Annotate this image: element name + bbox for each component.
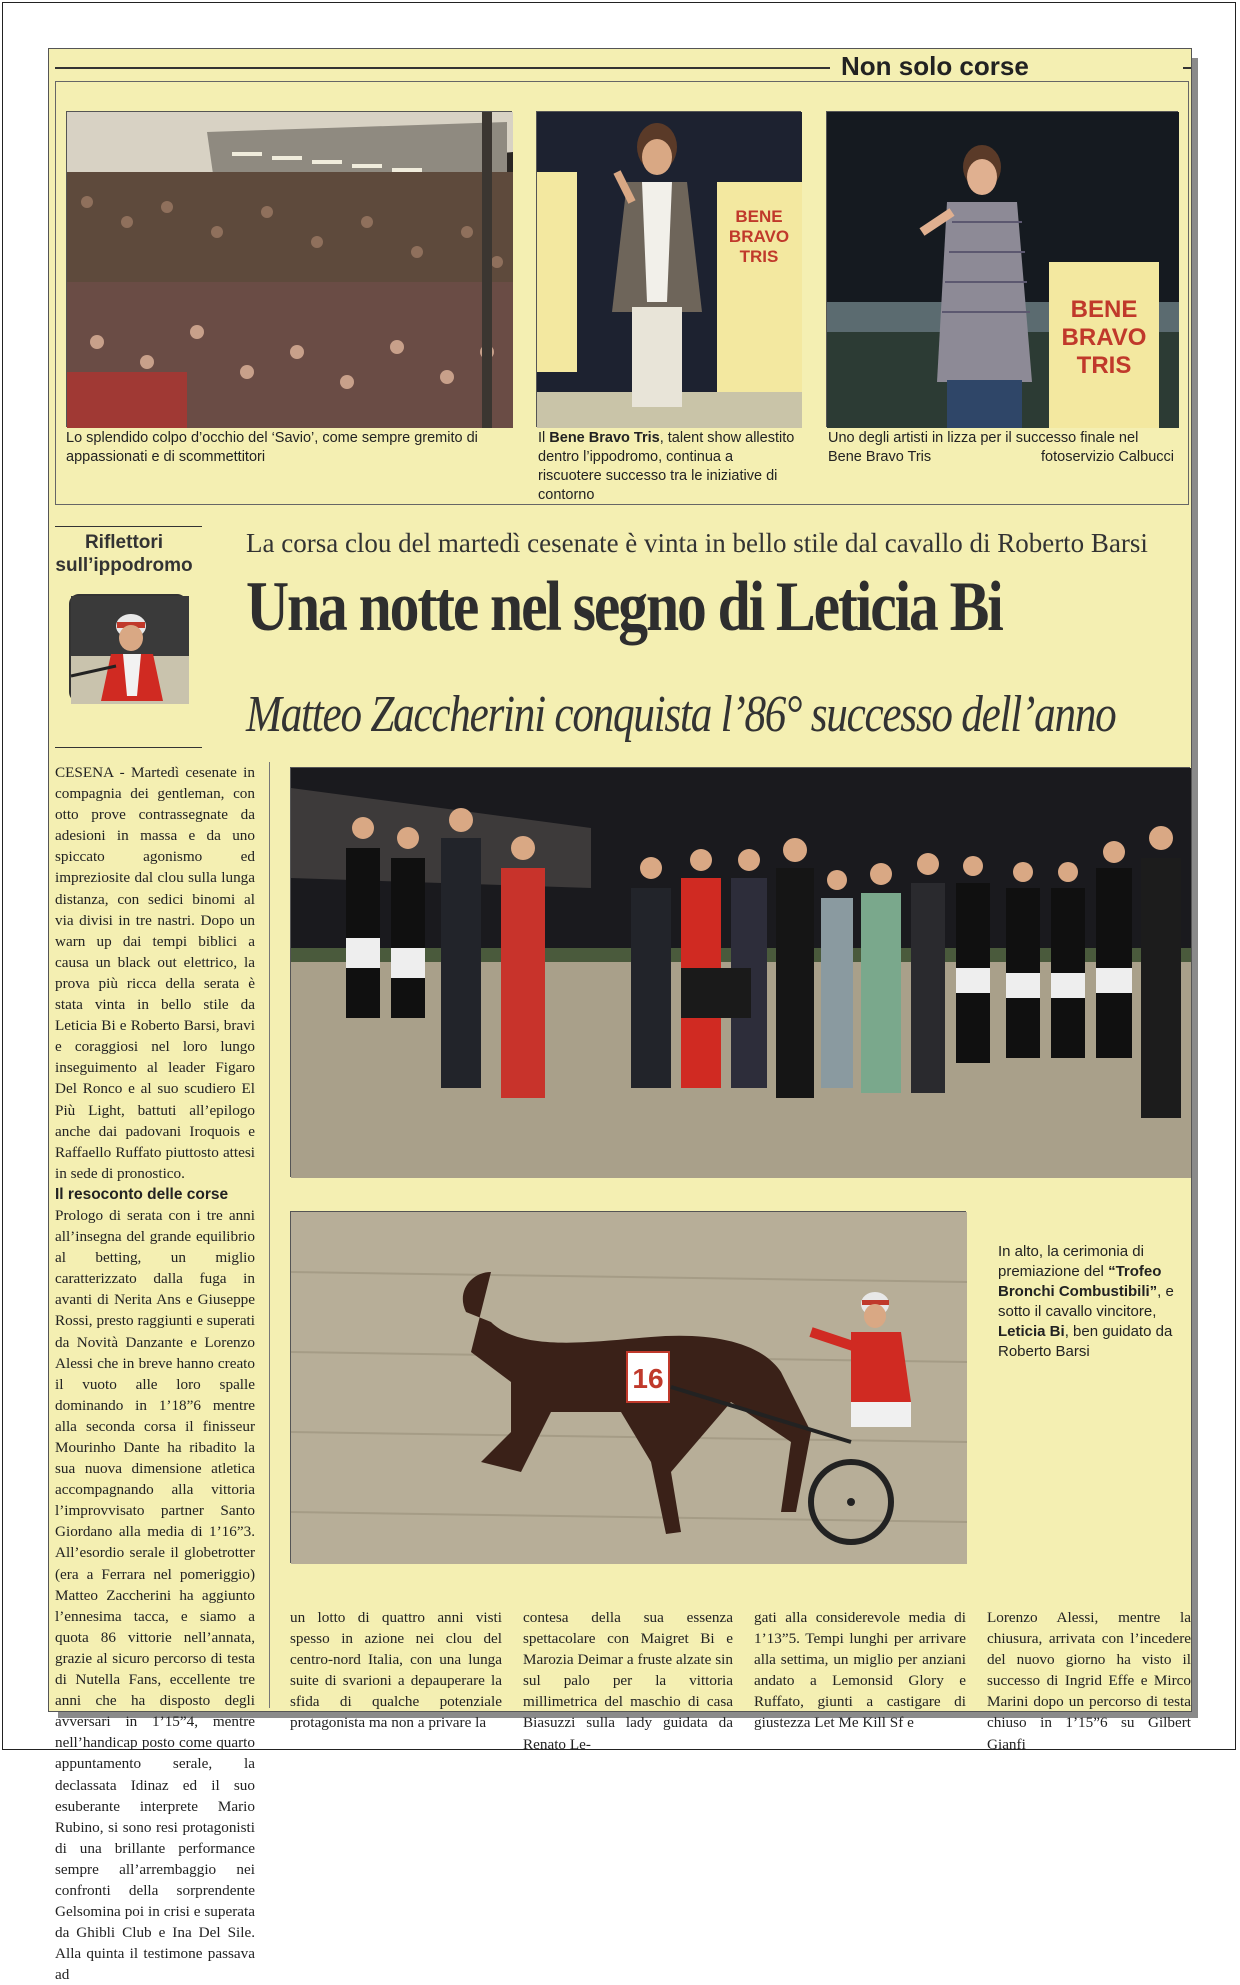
article-column-1 [55, 762, 255, 1984]
singer-stage-photo [536, 111, 801, 427]
svg-text:TRIS: TRIS [1076, 352, 1132, 379]
trofeo-bold: “Trofeo Bronchi Combustibili” [998, 1263, 1162, 1300]
svg-text:BRAVO: BRAVO [728, 227, 790, 246]
young-singer-caption: Uno degli artisti in lizza per il successo finale nel Bene Bravo Tris [828, 430, 1139, 465]
grandstand-caption: Lo splendido colpo d’occhio del ‘Savio’, come sempre gremito di appassionati e di scommettitori [66, 430, 478, 465]
kicker: La corsa clou del martedì cesenate è vinta in bello stile dal cavallo di Roberto Barsi [246, 528, 1148, 558]
newspaper-page [48, 48, 1192, 1984]
bene-bravo-tris-bold: Bene Bravo Tris [549, 430, 660, 446]
singer-illustration [537, 112, 802, 428]
side-caption: In alto, la cerimonia di premiazione del “Trofeo Bronchi Combustibili”, e sotto il cavallo vincitore, Leticia Bi, ben guidato da Roberto Barsi [998, 1243, 1174, 1360]
column-divider [269, 762, 270, 1708]
rubric-line1: Riflettori [84, 532, 164, 553]
race-photo [290, 1211, 966, 1563]
article-body-col1: Prologo di serata con i tre anni all’insegna del grande equilibrio al betting, un miglio caratterizzato dalla fuga in avanti di Nerita Ans e Giuseppe Rossi, presto raggiunti e superati da Novità Danzante e Lorenzo Alessi che in breve hanno creato il vuoto alle loro spalle dominando in 1’18”6 mentre alla seconda corsa il finisseur Mourinho Dante ha ribadito la sua nuova dimensione atletica accompagnando alla vittoria l’improvvisato partner Santo Giordano alla media di 1’16”3. All’esordio serale il globetrotter (era a Ferrara nel pomeriggio) Matteo Zaccherini ha aggiunto l’ennesima tacca, e siamo a quota 86 vittorie nell’annata, grazie al sicuro percorso di testa di Nutella Fans, eccellente tre anni che ha disposto degli avversari in 1’15”4, mentre nell’handicap posto come quarto appuntamento serale, la declassata Idinaz ed il suo esuberante interprete Mario Rubino, si sono resi protagonisti di una brillante performance sempre all’arrembaggio nei confronti della sorprendente Gelsomina poi in crisi e superata da Ghibli Club e Ina Del Sile. Alla quinta il testimone passava ad [55, 1206, 255, 1984]
section-label: Non solo corse [841, 51, 1029, 81]
leticia-bold: Leticia Bi [998, 1323, 1065, 1340]
article-column-4: gati alla considerevole media di 1’13”5. Tempi lunghi per arrivare alla settima, un miglio per anziani andato a Lemonsid Glory e Ruffato, giunti a castigare di giustezza Let Me Kill Sf e [754, 1609, 966, 1732]
svg-text:TRIS: TRIS [739, 247, 779, 266]
jockey-portrait-illustration [71, 596, 189, 704]
rubric-jockey-photo [69, 594, 187, 702]
article-column-2: un lotto di quattro anni visti spesso in azione nei clou del centro-nord Italia, con una lunga suite di svarioni a depauperare la sfida di qualche potenziale protagonista ma non a privare la [290, 1609, 502, 1732]
rubric-rule-top [55, 526, 202, 527]
rubric-title [51, 531, 197, 577]
deck: Matteo Zaccherini conquista l’86° successo dell’anno [246, 686, 1116, 743]
article-subhead: Il resoconto delle corse [55, 1185, 229, 1203]
young-singer-photo [826, 111, 1178, 427]
ceremony-illustration [291, 768, 1191, 1178]
headline: Una notte nel segno di Leticia Bi [246, 568, 1002, 646]
article-intro: CESENA - Martedì cesenate in compagnia dei gentleman, con otto prove contrassegnate da adesioni in massa e da uno spiccato agonismo ed impreziosite dal clou sulla lunga distanza, con sedici binomi al via divisi in tre nastri. Dopo un warn up dai tempi biblici a causa un black out elettrico, la prova più ricca della serata è stata vinta in bello stile da Leticia Bi e Roberto Barsi, bravi e coraggiosi nel loro lungo inseguimento al leader Figaro Del Ronco e al suo scudiero El Più Light, battuti all’epilogo anche dai padovani Iroquois e Raffaello Ruffato piuttosto attesi in sede di pronostico. [55, 764, 255, 1182]
grandstand-illustration [67, 112, 513, 428]
article-column-5: Lorenzo Alessi, mentre la chiusura, arrivata con l’incedere del nuovo giorno ha visto il successo di Ingrid Effe e Mirco Marini dopo un percorso di testa chiuso in 1’15”6 su Gilbert Gianfi [987, 1609, 1191, 1753]
rubric-rule-bottom [55, 747, 202, 748]
singer-caption: Il Bene Bravo Tris, talent show allestito dentro l’ippodromo, continua a riscuotere successo tra le iniziative di contorno [538, 430, 795, 503]
article-column-3: contesa della sua essenza spettacolare con Maigret Bi e Marozia Deimar a fruste alzate sin sul palo per la vittoria millimetrica del maschio di casa Biasuzzi sulla lady guidata da Renato Le- [523, 1609, 733, 1753]
photo-credit: fotoservizio Calbucci [1041, 449, 1174, 465]
grandstand-photo [66, 111, 512, 427]
section-rule-right [1183, 67, 1191, 69]
ceremony-photo [290, 767, 1190, 1177]
svg-text:BENE: BENE [735, 207, 783, 226]
young-singer-illustration [827, 112, 1179, 428]
race-number-bib: 16 [632, 1363, 664, 1394]
svg-text:BENE: BENE [1070, 296, 1138, 323]
svg-text:BRAVO: BRAVO [1061, 324, 1147, 351]
section-rule-left [55, 67, 830, 69]
race-illustration [291, 1212, 967, 1564]
rubric-line2: sull’ippodromo [55, 555, 193, 576]
